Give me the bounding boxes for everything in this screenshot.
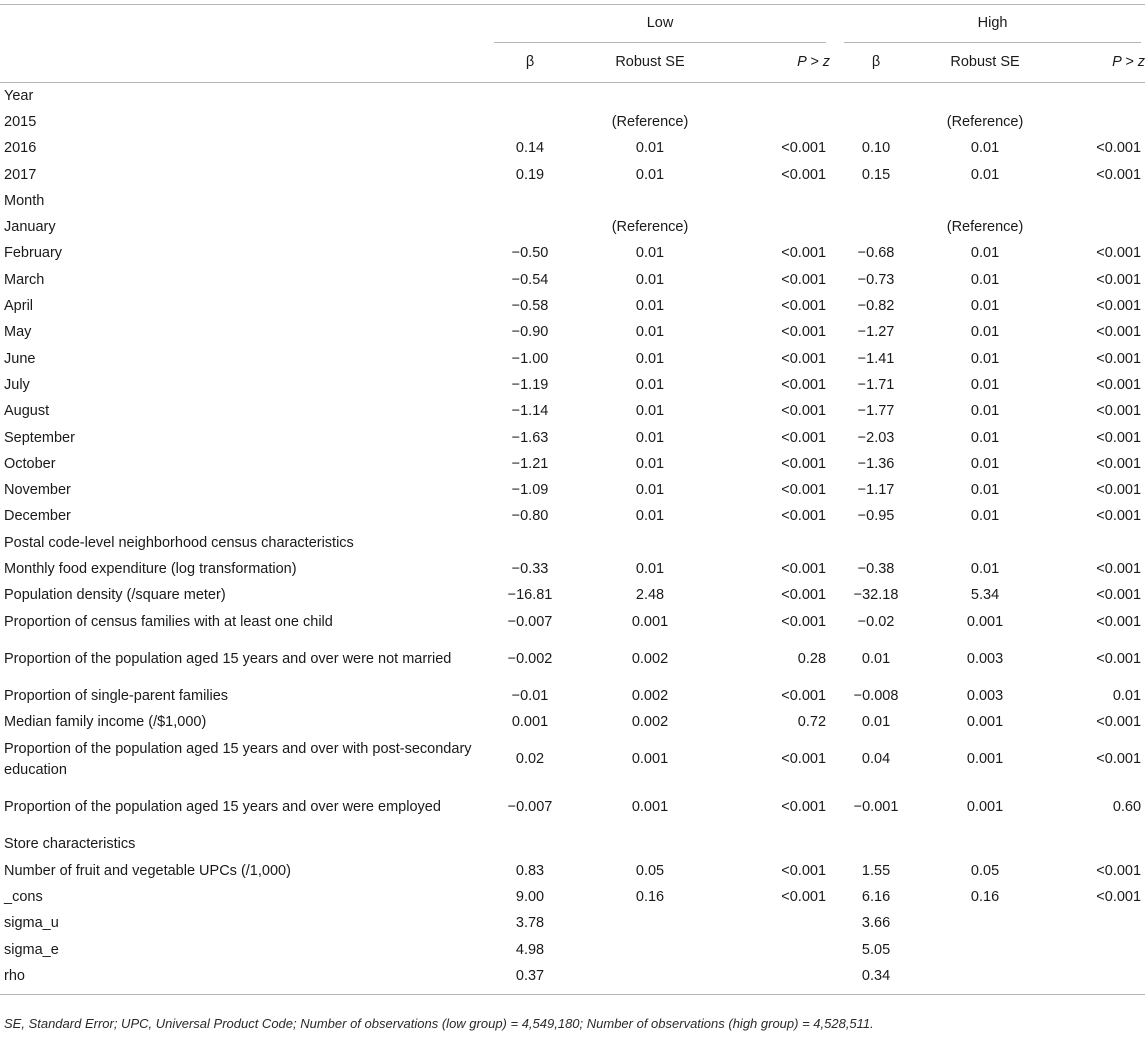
empty-cell	[830, 83, 922, 110]
high-beta-cell: −0.38	[857, 560, 895, 577]
high-beta-cell: −2.03	[857, 429, 895, 446]
row-label: 2017	[4, 166, 37, 183]
high-beta-cell: −1.77	[857, 403, 895, 420]
empty-cell	[720, 214, 830, 240]
low-beta-cell: −0.007	[507, 799, 553, 816]
high-beta-cell: −0.68	[857, 245, 895, 262]
table-row	[0, 784, 1145, 832]
high-p-cell: <0.001	[1096, 751, 1142, 768]
high-p-cell: 0.60	[1112, 799, 1142, 816]
high-beta-cell: 6.16	[861, 889, 891, 906]
high-p-cell: 0.01	[1112, 687, 1142, 704]
high-se-cell: 5.34	[970, 587, 1000, 604]
high-se-cell	[922, 963, 1048, 994]
low-beta-cell: 0.02	[515, 751, 545, 768]
group-header-row	[0, 5, 1145, 44]
high-beta-cell: −1.36	[857, 455, 895, 472]
table-row	[0, 736, 1145, 784]
high-p-cell	[1048, 963, 1145, 994]
high-se-cell: 0.01	[970, 245, 1000, 262]
empty-cell	[480, 530, 580, 556]
high-p-cell: <0.001	[1096, 714, 1142, 731]
empty-cell	[580, 188, 720, 214]
high-beta-cell: 0.04	[861, 751, 891, 768]
empty-cell	[580, 83, 720, 110]
low-se-cell	[580, 963, 720, 994]
high-beta-cell: −0.82	[857, 298, 895, 315]
low-se-cell: 0.01	[635, 403, 665, 420]
table-row	[0, 477, 1145, 503]
table-row	[0, 425, 1145, 451]
low-p-cell: 0.72	[797, 714, 827, 731]
high-p-cell: <0.001	[1096, 271, 1142, 288]
low-group-header	[480, 5, 830, 44]
table-row	[0, 267, 1145, 293]
low-p-cell: <0.001	[781, 560, 827, 577]
high-se-header: Robust SE	[922, 43, 1048, 83]
row-label: Store characteristics	[4, 836, 136, 853]
row-label: sigma_e	[4, 941, 59, 958]
high-se-cell: 0.05	[970, 862, 1000, 879]
high-beta-cell: 3.66	[861, 915, 891, 932]
high-se-cell	[922, 937, 1048, 963]
row-label: Year	[4, 87, 34, 104]
high-se-cell: 0.003	[966, 650, 1004, 667]
empty-cell	[1048, 109, 1145, 135]
high-reference-label: (Reference)	[946, 113, 1024, 130]
low-beta-cell: −0.80	[511, 508, 549, 525]
table-row	[0, 937, 1145, 963]
low-beta-cell: −0.33	[511, 560, 549, 577]
empty-cell	[480, 188, 580, 214]
row-label: 2015	[4, 113, 37, 130]
low-beta-header: β	[480, 43, 580, 83]
row-label: Population density (/square meter)	[4, 587, 226, 604]
empty-cell	[1048, 832, 1145, 858]
empty-cell	[830, 832, 922, 858]
section-header-row	[0, 530, 1145, 556]
table-row	[0, 683, 1145, 709]
low-se-cell: 0.002	[631, 650, 669, 667]
low-beta-cell: −0.01	[511, 687, 549, 704]
high-p-cell: <0.001	[1096, 166, 1142, 183]
row-label: May	[4, 324, 32, 341]
row-label: November	[4, 482, 71, 499]
table-row	[0, 963, 1145, 994]
low-p-cell: <0.001	[781, 429, 827, 446]
empty-cell	[720, 109, 830, 135]
low-se-cell: 0.05	[635, 862, 665, 879]
low-beta-cell: −0.007	[507, 613, 553, 630]
table-row	[0, 320, 1145, 346]
low-group-label: Low	[494, 5, 826, 43]
low-se-cell: 0.01	[635, 350, 665, 367]
table-row	[0, 710, 1145, 736]
low-p-cell: <0.001	[781, 324, 827, 341]
row-label: Monthly food expenditure (log transformation)	[4, 560, 297, 577]
high-p-cell: <0.001	[1096, 650, 1142, 667]
row-label: October	[4, 455, 56, 472]
high-se-cell: 0.001	[966, 799, 1004, 816]
low-se-cell: 0.01	[635, 560, 665, 577]
low-beta-cell: −16.81	[507, 587, 553, 604]
row-label: sigma_u	[4, 915, 59, 932]
table-row	[0, 162, 1145, 188]
empty-cell	[1048, 83, 1145, 110]
low-se-cell: 0.01	[635, 298, 665, 315]
high-se-cell: 0.001	[966, 751, 1004, 768]
row-label: March	[4, 271, 45, 288]
low-se-cell: 0.001	[631, 799, 669, 816]
table-row	[0, 372, 1145, 398]
row-label: Proportion of census families with at least one child	[4, 613, 333, 630]
empty-cell	[922, 832, 1048, 858]
low-p-cell	[720, 963, 830, 994]
table-row	[0, 858, 1145, 884]
high-p-cell	[1048, 937, 1145, 963]
empty-cell	[480, 214, 580, 240]
empty-header-cell	[0, 43, 480, 83]
low-p-cell: <0.001	[781, 376, 827, 393]
low-se-cell: 0.002	[631, 714, 669, 731]
row-label: Month	[4, 192, 45, 209]
table-row	[0, 911, 1145, 937]
table-row	[0, 136, 1145, 162]
row-label: Number of fruit and vegetable UPCs (/1,000)	[4, 862, 291, 879]
low-reference-label: (Reference)	[611, 113, 689, 130]
row-label: rho	[0, 963, 480, 994]
empty-cell	[480, 832, 580, 858]
low-beta-cell: −1.19	[511, 376, 549, 393]
regression-table	[0, 4, 1145, 995]
high-se-cell: 0.001	[966, 714, 1004, 731]
low-se-cell: 0.01	[635, 324, 665, 341]
row-label: April	[4, 298, 34, 315]
table-row	[0, 346, 1145, 372]
row-label: _cons	[4, 889, 43, 906]
empty-cell	[580, 832, 720, 858]
high-reference-label: (Reference)	[946, 219, 1024, 236]
row-label: September	[4, 429, 75, 446]
high-p-cell: <0.001	[1096, 403, 1142, 420]
reference-row	[0, 214, 1145, 240]
high-p-cell: <0.001	[1096, 482, 1142, 499]
high-se-cell: 0.01	[970, 324, 1000, 341]
table-row	[0, 884, 1145, 910]
empty-cell	[830, 530, 922, 556]
high-beta-cell: −0.73	[857, 271, 895, 288]
row-label: June	[4, 350, 36, 367]
high-beta-cell: −1.71	[857, 376, 895, 393]
table-body	[0, 83, 1145, 995]
high-se-cell: 0.003	[966, 687, 1004, 704]
section-header-row	[0, 832, 1145, 858]
high-p-cell: <0.001	[1096, 140, 1142, 157]
high-p-cell: <0.001	[1096, 245, 1142, 262]
high-p-cell: <0.001	[1096, 862, 1142, 879]
high-beta-cell: −0.02	[857, 613, 895, 630]
high-se-cell: 0.01	[970, 403, 1000, 420]
row-label: Median family income (/$1,000)	[4, 714, 207, 731]
low-beta-cell: 0.19	[515, 166, 545, 183]
low-beta-cell: −0.50	[511, 245, 549, 262]
high-beta-cell: −0.001	[853, 799, 899, 816]
low-se-cell: 0.01	[635, 271, 665, 288]
row-label: Proportion of the population aged 15 years and over were not married	[4, 650, 452, 667]
table-footnote: SE, Standard Error; UPC, Universal Product Code; Number of observations (low group) = 4,549,180; Number of observations (high group) = 4,528,511.	[4, 1016, 874, 1031]
low-beta-cell: −0.90	[511, 324, 549, 341]
high-p-cell: <0.001	[1096, 350, 1142, 367]
high-p-cell: <0.001	[1096, 324, 1142, 341]
low-se-cell: 0.002	[631, 687, 669, 704]
low-beta-cell: −0.002	[507, 650, 553, 667]
high-p-cell: <0.001	[1096, 298, 1142, 315]
high-beta-cell: −32.18	[853, 587, 899, 604]
low-p-cell: <0.001	[781, 271, 827, 288]
low-se-cell: 2.48	[635, 587, 665, 604]
table-row	[0, 556, 1145, 582]
empty-cell	[720, 188, 830, 214]
high-beta-cell: 0.01	[861, 650, 891, 667]
empty-cell	[1048, 214, 1145, 240]
low-p-cell: <0.001	[781, 298, 827, 315]
label-column-header	[0, 5, 480, 44]
table-row	[0, 583, 1145, 609]
low-se-cell: 0.01	[635, 482, 665, 499]
high-beta-cell: 0.01	[861, 714, 891, 731]
low-se-cell: 0.001	[631, 751, 669, 768]
low-beta-cell: −1.21	[511, 455, 549, 472]
low-p-cell: <0.001	[781, 455, 827, 472]
table-row	[0, 609, 1145, 635]
high-se-cell: 0.01	[970, 508, 1000, 525]
low-beta-cell: 9.00	[515, 889, 545, 906]
empty-cell	[922, 188, 1048, 214]
low-se-cell: 0.01	[635, 376, 665, 393]
high-beta-cell: 1.55	[861, 862, 891, 879]
low-se-cell: 0.01	[635, 455, 665, 472]
low-beta-cell: −1.00	[511, 350, 549, 367]
low-beta-cell: 0.14	[515, 140, 545, 157]
section-header-row	[0, 188, 1145, 214]
row-label: 2016	[4, 140, 37, 157]
high-se-cell: 0.01	[970, 298, 1000, 315]
table-row	[0, 504, 1145, 530]
high-group-header	[830, 5, 1145, 44]
low-p-cell: <0.001	[781, 245, 827, 262]
high-se-cell: 0.16	[970, 889, 1000, 906]
row-label: July	[4, 376, 30, 393]
table-row	[0, 635, 1145, 683]
table-row	[0, 451, 1145, 477]
high-se-cell: 0.01	[970, 429, 1000, 446]
high-p-cell: <0.001	[1096, 613, 1142, 630]
high-beta-cell: −0.008	[853, 687, 899, 704]
low-se-cell: 0.01	[635, 140, 665, 157]
low-beta-cell: −1.09	[511, 482, 549, 499]
low-beta-cell: 4.98	[515, 941, 545, 958]
high-group-label: High	[844, 5, 1141, 43]
high-beta-cell: −1.41	[857, 350, 895, 367]
row-label: February	[4, 245, 63, 262]
low-beta-cell: −1.14	[511, 403, 549, 420]
low-beta-cell: 0.83	[515, 862, 545, 879]
high-p-cell: <0.001	[1096, 508, 1142, 525]
high-beta-cell: 0.10	[861, 140, 891, 157]
low-se-cell: 0.01	[635, 245, 665, 262]
high-se-cell: 0.01	[970, 271, 1000, 288]
low-p-cell: <0.001	[781, 889, 827, 906]
high-beta-header: β	[830, 43, 922, 83]
low-p-cell: <0.001	[781, 350, 827, 367]
empty-cell	[580, 530, 720, 556]
high-se-cell: 0.01	[970, 140, 1000, 157]
row-label: December	[4, 508, 71, 525]
low-p-cell: <0.001	[781, 587, 827, 604]
section-header-row	[0, 83, 1145, 110]
low-se-cell: 0.01	[635, 166, 665, 183]
high-p-cell: <0.001	[1096, 455, 1142, 472]
low-p-cell: <0.001	[781, 403, 827, 420]
high-se-cell: 0.01	[970, 350, 1000, 367]
row-label: January	[4, 219, 56, 236]
empty-cell	[1048, 530, 1145, 556]
low-p-cell: <0.001	[781, 140, 827, 157]
low-beta-cell: 0.001	[511, 714, 549, 731]
low-se-cell	[580, 911, 720, 937]
empty-cell	[720, 832, 830, 858]
column-header-row	[0, 43, 1145, 83]
high-se-cell: 0.01	[970, 482, 1000, 499]
empty-cell	[720, 83, 830, 110]
high-beta-cell: −1.27	[857, 324, 895, 341]
high-p-cell: <0.001	[1096, 376, 1142, 393]
high-p-header: P > z	[1048, 43, 1145, 83]
empty-cell	[480, 109, 580, 135]
high-beta-cell: 5.05	[861, 941, 891, 958]
low-p-cell: <0.001	[781, 751, 827, 768]
empty-cell	[1048, 188, 1145, 214]
low-p-cell: 0.28	[797, 650, 827, 667]
low-se-cell: 0.16	[635, 889, 665, 906]
row-label: Proportion of the population aged 15 years and over were employed	[4, 799, 441, 816]
low-p-cell: <0.001	[781, 799, 827, 816]
low-se-cell: 0.01	[635, 429, 665, 446]
high-beta-cell: −0.95	[857, 508, 895, 525]
empty-cell	[922, 530, 1048, 556]
table-row	[0, 293, 1145, 319]
table-row	[0, 399, 1145, 425]
low-se-cell: 0.01	[635, 508, 665, 525]
low-p-cell: <0.001	[781, 508, 827, 525]
empty-cell	[480, 83, 580, 110]
high-p-cell	[1048, 911, 1145, 937]
low-beta-cell: −0.58	[511, 298, 549, 315]
low-se-cell	[580, 937, 720, 963]
high-se-cell: 0.01	[970, 455, 1000, 472]
row-label: Proportion of single-parent families	[4, 687, 229, 704]
low-beta-cell: −1.63	[511, 429, 549, 446]
low-se-header: Robust SE	[580, 43, 720, 83]
high-p-cell: <0.001	[1096, 889, 1142, 906]
low-p-cell: <0.001	[781, 613, 827, 630]
high-se-cell: 0.01	[970, 560, 1000, 577]
row-label: Postal code-level neighborhood census characteristics	[4, 534, 354, 551]
high-p-cell: <0.001	[1096, 429, 1142, 446]
high-se-cell	[922, 911, 1048, 937]
low-p-header: P > z	[720, 43, 830, 83]
empty-cell	[922, 83, 1048, 110]
high-beta-cell: 0.15	[861, 166, 891, 183]
high-se-cell: 0.001	[966, 613, 1004, 630]
low-p-cell: <0.001	[781, 862, 827, 879]
low-beta-cell: 0.37	[480, 963, 580, 994]
high-se-cell: 0.01	[970, 166, 1000, 183]
low-p-cell: <0.001	[781, 166, 827, 183]
row-label: August	[4, 403, 50, 420]
low-p-cell: <0.001	[781, 482, 827, 499]
empty-cell	[830, 214, 922, 240]
high-beta-cell: −1.17	[857, 482, 895, 499]
low-p-cell	[720, 937, 830, 963]
low-beta-cell: 3.78	[515, 915, 545, 932]
empty-cell	[830, 109, 922, 135]
row-label: Proportion of the population aged 15 years and over with post-secondary education	[4, 740, 472, 778]
high-p-cell: <0.001	[1096, 587, 1142, 604]
low-beta-cell: −0.54	[511, 271, 549, 288]
low-reference-label: (Reference)	[611, 219, 689, 236]
high-p-cell: <0.001	[1096, 560, 1142, 577]
high-beta-cell: 0.34	[830, 963, 922, 994]
high-se-cell: 0.01	[970, 376, 1000, 393]
empty-cell	[720, 530, 830, 556]
low-se-cell: 0.001	[631, 613, 669, 630]
reference-row	[0, 109, 1145, 135]
empty-cell	[830, 188, 922, 214]
low-p-cell	[720, 911, 830, 937]
table-row	[0, 241, 1145, 267]
low-p-cell: <0.001	[781, 687, 827, 704]
